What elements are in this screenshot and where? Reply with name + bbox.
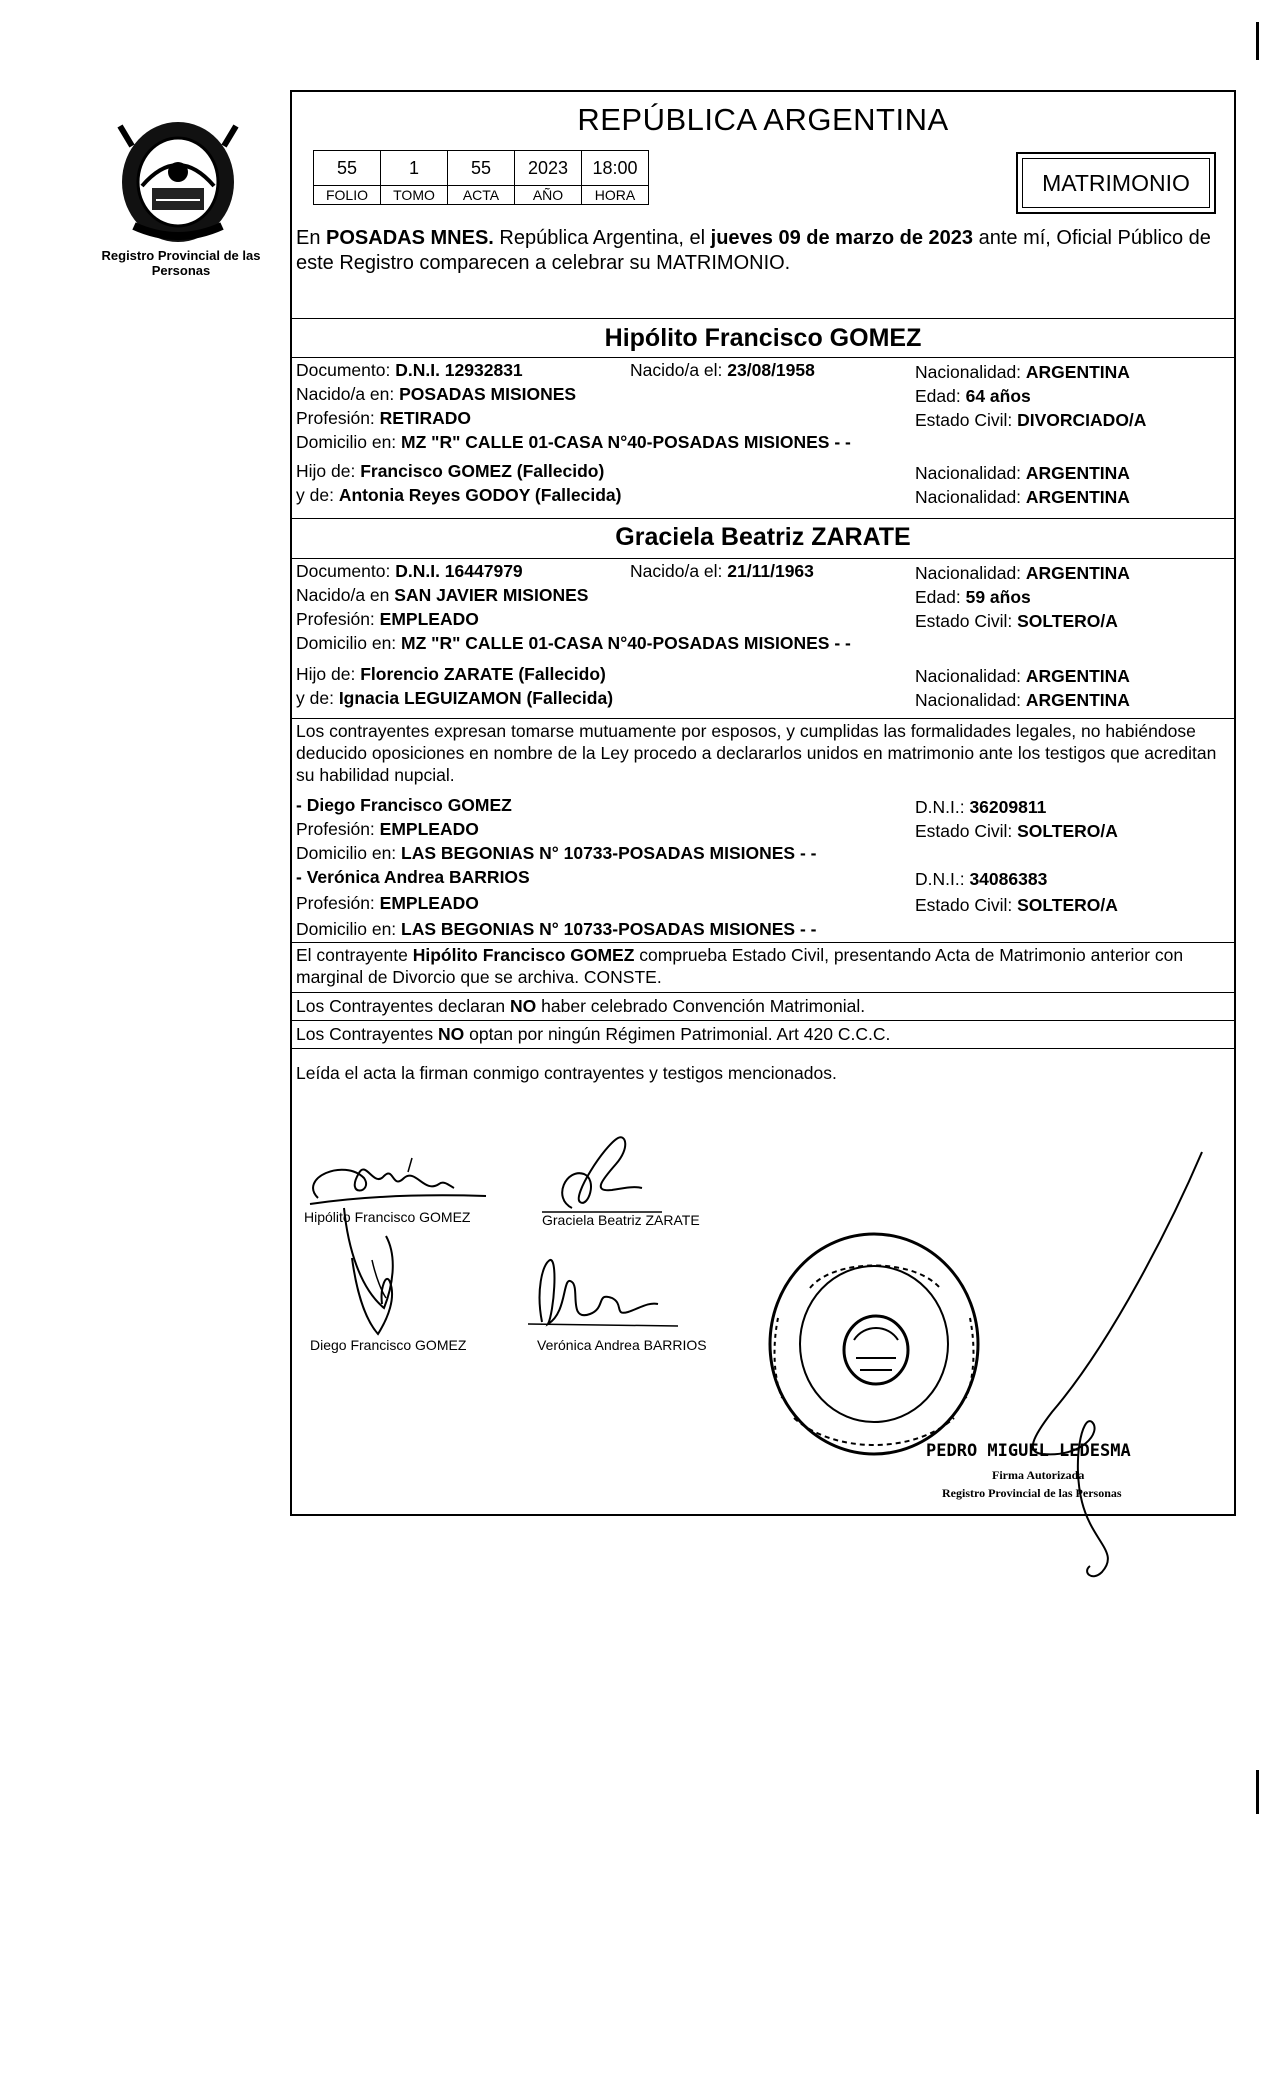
bride-signature-name: Graciela Beatriz ZARATE [542,1212,700,1228]
groom-father: Hijo de: Francisco GOMEZ (Fallecido) [296,461,605,481]
act-type: MATRIMONIO [1022,158,1210,208]
divider [292,992,1234,993]
hour-value: 18:00 [582,151,649,186]
witness1-dni: D.N.I.: 36209811 [915,797,1047,817]
witness1-address: Domicilio en: LAS BEGONIAS N° 10733-POSADAS MISIONES - - [296,843,817,863]
witness1-profession: Profesión: EMPLEADO [296,819,479,839]
divider [292,1020,1234,1021]
witness2-signature-image [528,1252,688,1338]
hour-label: HORA [582,186,649,205]
misiones-seal-image [112,116,244,246]
bride-signature-image [522,1128,682,1224]
year-label: AÑO [515,186,582,205]
groom-nationality: Nacionalidad: ARGENTINA [915,362,1130,382]
groom-profession: Profesión: RETIRADO [296,408,472,428]
divider [292,558,1234,559]
bride-father: Hijo de: Florencio ZARATE (Fallecido) [296,664,606,684]
official-office: Registro Provincial de las Personas [942,1486,1122,1500]
acta-label: ACTA [448,186,515,205]
bride-birthdate: Nacido/a el: 21/11/1963 [630,561,814,581]
act-type-box [1016,152,1216,214]
bride-mother-nationality: Nacionalidad: ARGENTINA [915,690,1130,710]
witness1-name: - Diego Francisco GOMEZ [296,795,512,815]
page-edge-mark [1256,1770,1259,1814]
witness2-address: Domicilio en: LAS BEGONIAS N° 10733-POSADAS MISIONES - - [296,919,817,939]
groom-mother: y de: Antonia Reyes GODOY (Fallecida) [296,485,622,505]
witness2-dni: D.N.I.: 34086383 [915,869,1048,889]
bride-nationality: Nacionalidad: ARGENTINA [915,563,1130,583]
divider [292,1048,1234,1049]
document-title: REPÚBLICA ARGENTINA [577,102,949,137]
certificate-form [290,90,1236,1516]
tomo-label: TOMO [381,186,448,205]
bride-document: Documento: D.N.I. 16447979 [296,561,523,581]
bride-name: Graciela Beatriz ZARATE [615,523,911,551]
bride-age: Edad: 59 años [915,587,1031,607]
convention-statement: Los Contrayentes declaran NO haber celebrado Convención Matrimonial. [296,996,866,1016]
official-name: PEDRO MIGUEL LEDESMA [926,1441,1131,1461]
divider [292,518,1234,519]
groom-birthdate: Nacido/a el: 23/08/1958 [630,360,815,380]
divorce-note: El contrayente Hipólito Francisco GOMEZ comprueba Estado Civil, presentando Acta de Matrimonio anterior con marginal de Divorcio que se archiva. CONSTE. [296,945,1184,987]
groom-birthplace: Nacido/a en: POSADAS MISIONES [296,384,577,404]
divider [292,942,1234,943]
year-value: 2023 [515,151,582,186]
witness2-civil-status: Estado Civil: SOLTERO/A [915,895,1118,915]
patrimonial-regime-statement: Los Contrayentes NO optan por ningún Régimen Patrimonial. Art 420 C.C.C. [296,1024,891,1044]
registry-reference-table [313,150,649,205]
witness1-signature-image [312,1248,452,1344]
bride-mother: y de: Ignacia LEGUIZAMON (Fallecida) [296,688,614,708]
witness2-signature-name: Verónica Andrea BARRIOS [537,1337,707,1353]
acta-value: 55 [448,151,515,186]
witness1-civil-status: Estado Civil: SOLTERO/A [915,821,1118,841]
groom-document: Documento: D.N.I. 12932831 [296,360,523,380]
bride-birthplace: Nacido/a en SAN JAVIER MISIONES [296,585,589,605]
intro-paragraph: En POSADAS MNES. República Argentina, el jueves 09 de marzo de 2023 ante mí, Oficial Público de este Registro comparecen a celebrar su MATRIMONIO. [296,227,1211,274]
bride-profession: Profesión: EMPLEADO [296,609,479,629]
groom-address: Domicilio en: MZ "R" CALLE 01-CASA N°40-POSADAS MISIONES - - [296,432,851,452]
folio-label: FOLIO [314,186,381,205]
groom-civil-status: Estado Civil: DIVORCIADO/A [915,410,1147,430]
folio-value: 55 [314,151,381,186]
official-role: Firma Autorizada [992,1468,1085,1482]
closing-statement: Leída el acta la firman conmigo contrayentes y testigos mencionados. [296,1063,837,1083]
groom-signature-name: Hipólito Francisco GOMEZ [304,1209,471,1225]
groom-father-nationality: Nacionalidad: ARGENTINA [915,463,1130,483]
groom-mother-nationality: Nacionalidad: ARGENTINA [915,487,1130,507]
divider [292,318,1234,319]
registry-caption: Registro Provincial de las Personas [101,248,261,278]
witness2-name: - Verónica Andrea BARRIOS [296,867,530,887]
witness2-profession: Profesión: EMPLEADO [296,893,479,913]
divider [292,357,1234,358]
divider [292,718,1234,719]
page-edge-mark [1256,22,1259,60]
witness1-signature-name: Diego Francisco GOMEZ [310,1337,467,1353]
bride-father-nationality: Nacionalidad: ARGENTINA [915,666,1130,686]
groom-name: Hipólito Francisco GOMEZ [604,324,922,352]
official-signature-image [932,1142,1232,1682]
bride-address: Domicilio en: MZ "R" CALLE 01-CASA N°40-POSADAS MISIONES - - [296,633,851,653]
groom-age: Edad: 64 años [915,386,1031,406]
tomo-value: 1 [381,151,448,186]
declaration-paragraph: Los contrayentes expresan tomarse mutuamente por esposos, y cumplidas las formalidades legales, no habiéndose deducido oposiciones en nombre de la Ley procedo a declararlos unidos en matrimonio ante los testigos que acreditan su habilidad nupcial. [296,721,1217,785]
bride-civil-status: Estado Civil: SOLTERO/A [915,611,1118,631]
